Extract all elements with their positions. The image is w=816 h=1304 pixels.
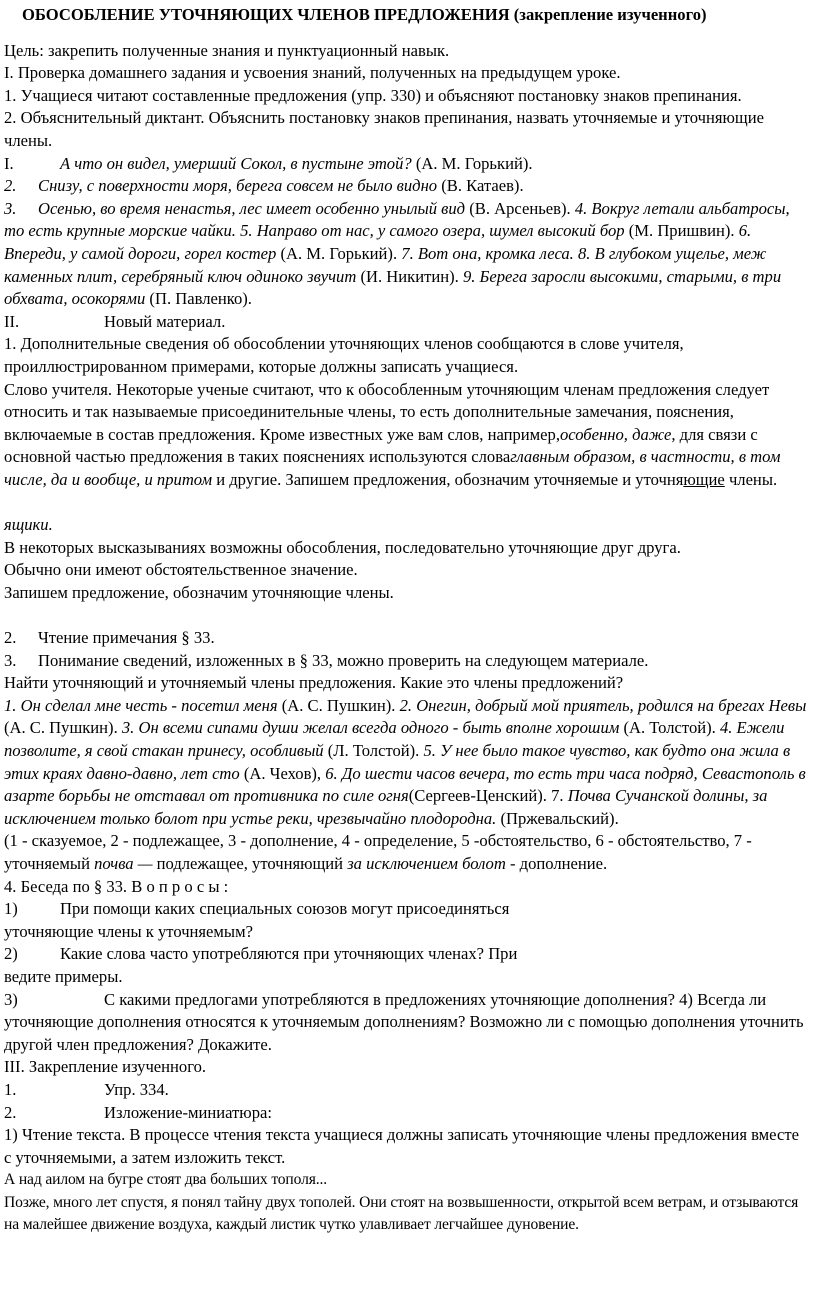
- dictation-sentence-2: [4, 175, 810, 198]
- teacher-word: Слово учителя. Некоторые ученые считают, что к обособленным уточняющим членам предложения следует относить и так называемые присоединительные члены, то есть дополнительные замечания, пояснения, включаемые в состав предложения. Кроме известных уже вам слов, например,особенно, даже, для связи с основной частью предложения в таких пояснениях используются словаглавным образом, в частности, в том числе, да и вообще, и притом и другие. Запишем предложения, обозначим уточняемые и уточняющие члены.: [4, 379, 781, 489]
- dictation-sentence-1: [4, 153, 810, 176]
- examples-block: 1. Он сделал мне честь - посетил меня (А. С. Пушкин). 2. Онегин, добрый мой приятель, родился на брегах Невы (А. С. Пушкин). 3. Он всеми сипами души желал всегда одного - быть вполне хорошим (А. Толстой). 4. Ежели позволите, я свой стакан принесу, особливый (Л. Толстой). 5. У нее было такое чувство, как будто она жила в этих краях давно-давно, лет сто (А. Чехов), 6. До шести часов вечера, то есть три часа подряд, Севастополь в азарте борьбы не отставал от противника по силе огня(Сергеев-Ценский). 7. Почва Сучанской долины, за исключением только болот при устье реки, чрезвычайно плодородна. (Пржевальский).: [4, 695, 807, 828]
- story-line-1: А над аилом на бугре стоят два больших тополя...: [4, 1171, 327, 1189]
- section-2-item-4: 4. Беседа по § 33. В о п р о с ы :: [4, 876, 229, 896]
- fragment-yashchiki: ящики.: [4, 515, 53, 535]
- answers-line: (1 - сказуемое, 2 - подлежащее, 3 - дополнение, 4 - определение, 5 -обстоятельство, 6 - обстоятельство, 7 - уточняемый почва — подлежащее, уточняющий за исключением болот - дополнение.: [4, 831, 752, 873]
- dictation-source: (В. Арсеньев).: [465, 198, 575, 218]
- section-3-item-1: 1. Упр. 334.: [4, 1079, 169, 1099]
- task-line: Найти уточняющий и уточняемый члены предложения. Какие это члены предложений?: [4, 673, 624, 693]
- section-1-item-1: 1. Учащиеся читают составленные предложения (упр. 330) и объясняют постановку знаков препинания.: [4, 85, 742, 105]
- section-3-para-1: 1) Чтение текста. В процессе чтения текста учащиеся должны записать уточняющие члены предложения вместе с уточняемыми, а затем изложить текст.: [4, 1125, 799, 1167]
- spacer: [4, 491, 810, 514]
- question-3: 3) С какими предлогами употребляются в предложениях уточняющие дополнения? 4) Всегда ли уточняющие дополнения относятся к уточняемым дополнениям? Возможно ли с помощью дополнения уточнить другой член предложения? Докажите.: [4, 989, 804, 1054]
- dictation-text: 4. Вокруг летали альбатросы, то есть крупные морские чайки. 5. Направо от нас, у самого озера, шумел высокий бор: [4, 198, 790, 241]
- dictation-source: (П. Павленко).: [145, 289, 252, 309]
- section-3-item-2: 2. Изложение-миниатюра:: [4, 1102, 272, 1122]
- dictation-number: I.: [4, 153, 14, 173]
- section-2-item-3: 3. Понимание сведений, изложенных в § 33, можно проверить на следующем материале.: [4, 650, 649, 670]
- dictation-source: (А. М. Горький).: [411, 153, 533, 173]
- story-text: Позже, много лет спустя, я понял тайну двух тополей. Они стоят на возвышенности, открытой всем ветрам, и отзываются на малейшее движение воздуха, каждый листик чутко улавливает легчайшее дуновение.: [4, 1193, 799, 1234]
- dictation-text: Осенью, во время ненастья, лес имеет особенно унылый вид: [38, 198, 466, 218]
- section-1-heading: I. Проверка домашнего задания и усвоения знаний, полученных на предыдущем уроке.: [4, 63, 621, 83]
- section-2-heading: [4, 311, 810, 334]
- dictation-text: 7. Вот она, кромка леса. 8. В глубоком ущелье, меж каменных плит, серебряный ключ одиноко звучит: [4, 243, 767, 286]
- question-1-cont: уточняющие члены к уточняемым?: [4, 921, 253, 941]
- dictation-source: (М. Пришвин).: [624, 221, 739, 241]
- section-2-para-4: Обычно они имеют обстоятельственное значение.: [4, 560, 358, 580]
- dictation-source: (В. Катаев).: [437, 176, 524, 196]
- question-2-cont: ведите примеры.: [4, 966, 123, 986]
- dictation-text: А что он видел, умерший Сокол, в пустыне этой?: [60, 153, 412, 173]
- section-number: II.: [4, 311, 20, 331]
- spacer: [4, 604, 810, 627]
- dictation-sentences-3-9: [4, 198, 810, 311]
- question-1: 1) При помощи каких специальных союзов могут присоединяться: [4, 899, 510, 919]
- section-title: Новый материал.: [104, 311, 226, 331]
- dictation-text: 9. Берега заросли высокими, старыми, в три обхвата, осокорями: [4, 266, 782, 309]
- section-2-para-3: В некоторых высказываниях возможны обособления, последовательно уточняющие друг друга.: [4, 537, 681, 557]
- section-1-item-2: 2. Объяснительный диктант. Объяснить постановку знаков препинания, назвать уточняемые и уточняющие члены.: [4, 108, 764, 150]
- dictation-number: 3.: [4, 198, 17, 218]
- section-2-item-1: 1. Дополнительные сведения об обособлении уточняющих членов сообщаются в слове учителя, проиллюстрированном примерами, которые должны записать учащиеся.: [4, 334, 684, 376]
- goal-line: Цель: закрепить полученные знания и пунктуационный навык.: [4, 40, 450, 60]
- dictation-number: 2.: [4, 176, 17, 196]
- page-title: ОБОСОБЛЕНИЕ УТОЧНЯЮЩИХ ЧЛЕНОВ ПРЕДЛОЖЕНИЯ (закрепление изученного): [22, 5, 707, 24]
- question-2: 2) Какие слова часто употребляются при уточняющих членах? При: [4, 944, 518, 964]
- section-2-item-2: 2. Чтение примечания § 33.: [4, 628, 215, 648]
- dictation-text: 6. Впереди, у самой дороги, горел костер: [4, 221, 752, 263]
- section-2-para-5: Запишем предложение, обозначим уточняющие члены.: [4, 582, 394, 602]
- dictation-source: (И. Никитин).: [356, 266, 463, 286]
- section-3-heading: III. Закрепление изученного.: [4, 1057, 207, 1077]
- dictation-text: Снизу, с поверхности моря, берега совсем не было видно: [38, 176, 438, 196]
- dictation-source: (А. М. Горький).: [276, 243, 402, 263]
